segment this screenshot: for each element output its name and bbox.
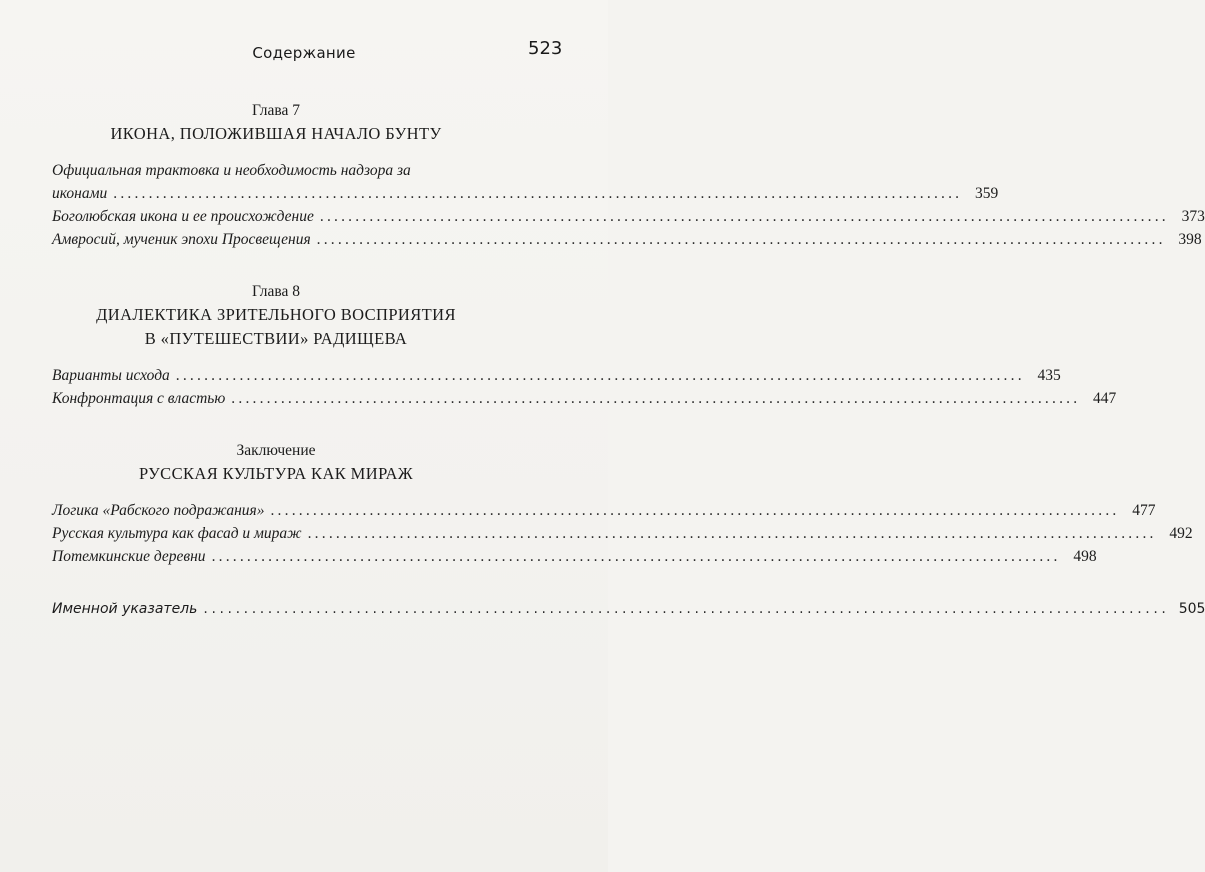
dot-leader: ........................................................................................................................ (175, 367, 1025, 384)
toc-entry[interactable] (52, 364, 1061, 387)
section-label: Заключение (236, 442, 316, 459)
dot-leader: ........................................................................................................................ (270, 502, 1120, 519)
dot-leader: ........................................................................................................................ (203, 601, 1170, 617)
entry-page-number: 492 (1169, 525, 1193, 542)
dot-leader: ........................................................................................................................ (211, 548, 1061, 565)
dot-leader: ........................................................................................................................ (113, 185, 963, 202)
section-title-line: РУССКАЯ КУЛЬТУРА КАК МИРАЖ (138, 464, 414, 483)
entry-title-line: Официальная трактовка и необходимость надзора за (52, 162, 411, 179)
entry-page-number: 359 (975, 185, 999, 202)
entry-title: иконами (52, 185, 108, 202)
entry-page-number: 447 (1093, 390, 1117, 407)
entry-title: Русская культура как фасад и мираж (52, 525, 302, 542)
entry-title: Варианты исхода (52, 367, 170, 384)
section-title-line: ИКОНА, ПОЛОЖИВШАЯ НАЧАЛО БУНТУ (110, 124, 442, 143)
entry-page-number: 505 (1178, 601, 1205, 617)
running-head: Содержание (252, 44, 356, 62)
entry-title: Логика «Рабского подражания» (52, 502, 265, 519)
entry-title: Амвросий, мученик эпохи Просвещения (52, 231, 311, 248)
section-title (52, 462, 500, 486)
section-title-line: В «ПУТЕШЕСТВИИ» РАДИЩЕВА (144, 329, 408, 348)
toc-entry[interactable] (52, 387, 1117, 410)
section-title (52, 122, 500, 146)
dot-leader: ........................................................................................................................ (319, 208, 1169, 225)
toc-section-chapter-8 (52, 281, 1117, 410)
dot-leader: ........................................................................................................................ (316, 231, 1166, 248)
toc-entry[interactable] (52, 545, 1097, 568)
toc-entry[interactable] (52, 159, 999, 205)
section-title-line: ДИАЛЕКТИКА ЗРИТЕЛЬНОГО ВОСПРИЯТИЯ (96, 305, 456, 324)
entry-page-number: 398 (1178, 231, 1202, 248)
entry-page-number: 498 (1073, 548, 1097, 565)
toc-entry[interactable] (52, 499, 1156, 522)
toc-section-conclusion (52, 440, 1193, 568)
toc-section-chapter-7 (52, 100, 1205, 251)
entry-title: Конфронтация с властью (52, 390, 226, 407)
table-of-contents (52, 100, 1205, 621)
entry-title: Боголюбская икона и ее происхождение (52, 208, 314, 225)
entry-page-number: 373 (1181, 208, 1205, 225)
entry-title: Именной указатель (52, 601, 198, 617)
page-number: 523 (528, 38, 563, 59)
section-title (52, 303, 500, 351)
toc-entry-name-index[interactable] (52, 598, 1205, 621)
toc-entry[interactable] (52, 205, 1205, 228)
dot-leader: ........................................................................................................................ (231, 390, 1081, 407)
entry-page-number: 435 (1037, 367, 1061, 384)
section-label: Глава 8 (251, 283, 301, 300)
section-label: Глава 7 (251, 102, 301, 119)
entry-page-number: 477 (1132, 502, 1156, 519)
toc-entry[interactable] (52, 522, 1193, 545)
entry-title: Потемкинские деревни (52, 548, 206, 565)
dot-leader: ........................................................................................................................ (307, 525, 1157, 542)
toc-entry[interactable] (52, 228, 1202, 251)
